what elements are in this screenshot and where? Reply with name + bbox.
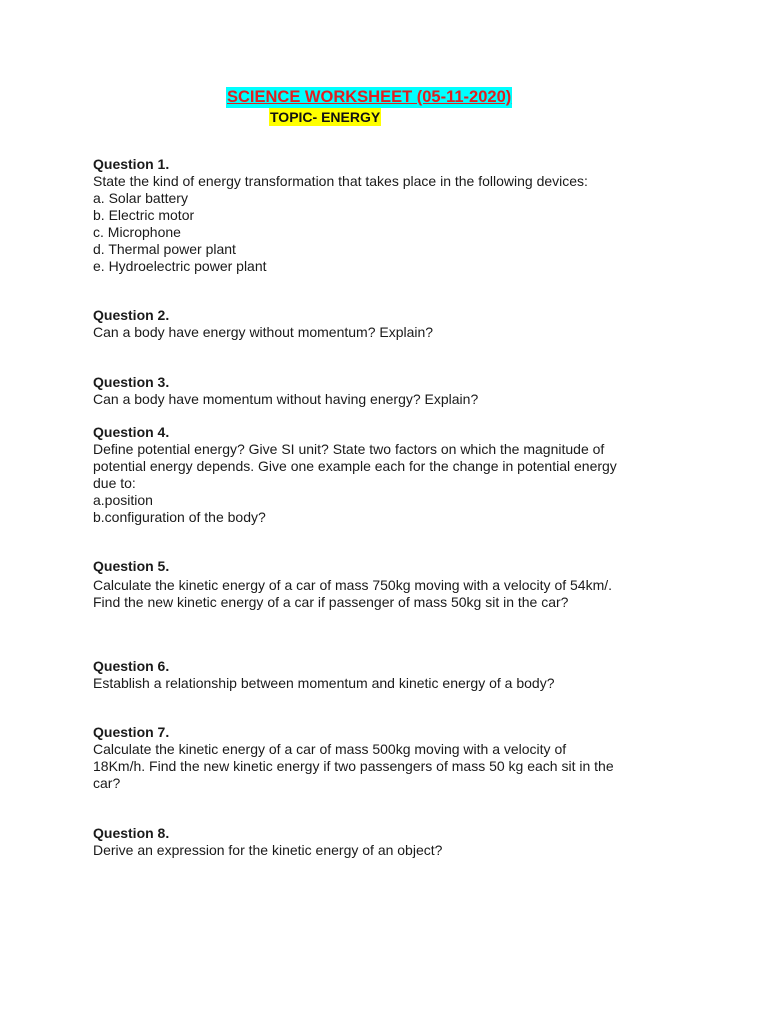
question-heading: Question 7.: [93, 724, 170, 740]
question-2: [93, 307, 693, 341]
question-5: [93, 558, 693, 611]
option-b: b. Electric motor: [93, 207, 195, 223]
question-text: Define potential energy? Give SI unit? State two factors on which the magnitude of: [93, 441, 605, 457]
question-text: due to:: [93, 475, 136, 491]
question-heading: Question 3.: [93, 374, 170, 390]
question-text: Can a body have energy without momentum? Explain?: [93, 324, 434, 340]
option-d: d. Thermal power plant: [93, 241, 236, 257]
worksheet-topic: TOPIC- ENERGY: [270, 109, 381, 125]
question-text: State the kind of energy transformation that takes place in the following devices:: [93, 173, 588, 189]
question-text: Calculate the kinetic energy of a car of mass 750kg moving with a velocity of 54km/.: [93, 577, 613, 593]
question-heading: Question 8.: [93, 825, 170, 841]
question-heading: Question 2.: [93, 307, 170, 323]
question-heading: Question 5.: [93, 558, 170, 574]
question-text: 18Km/h. Find the new kinetic energy if two passengers of mass 50 kg each sit in the: [93, 758, 614, 774]
worksheet-title: SCIENCE WORKSHEET (05-11-2020): [227, 88, 512, 106]
question-text: car?: [93, 775, 121, 791]
question-1: [93, 156, 693, 275]
question-heading: Question 1.: [93, 156, 170, 172]
option-c: c. Microphone: [93, 224, 181, 240]
question-text: potential energy depends. Give one example each for the change in potential energy: [93, 458, 617, 474]
question-text: Find the new kinetic energy of a car if passenger of mass 50kg sit in the car?: [93, 594, 569, 610]
question-heading: Question 4.: [93, 424, 170, 440]
option-a: a. Solar battery: [93, 190, 188, 206]
option-b: b.configuration of the body?: [93, 509, 266, 525]
question-text: Derive an expression for the kinetic energy of an object?: [93, 842, 443, 858]
question-8: [93, 825, 693, 859]
option-a: a.position: [93, 492, 153, 508]
question-3: [93, 374, 693, 408]
question-4: [93, 424, 693, 526]
question-6: [93, 658, 693, 692]
question-text: Calculate the kinetic energy of a car of mass 500kg moving with a velocity of: [93, 741, 567, 757]
option-e: e. Hydroelectric power plant: [93, 258, 267, 274]
question-heading: Question 6.: [93, 658, 170, 674]
question-text: Establish a relationship between momentum and kinetic energy of a body?: [93, 675, 555, 691]
question-7: [93, 724, 693, 792]
question-text: Can a body have momentum without having energy? Explain?: [93, 391, 479, 407]
